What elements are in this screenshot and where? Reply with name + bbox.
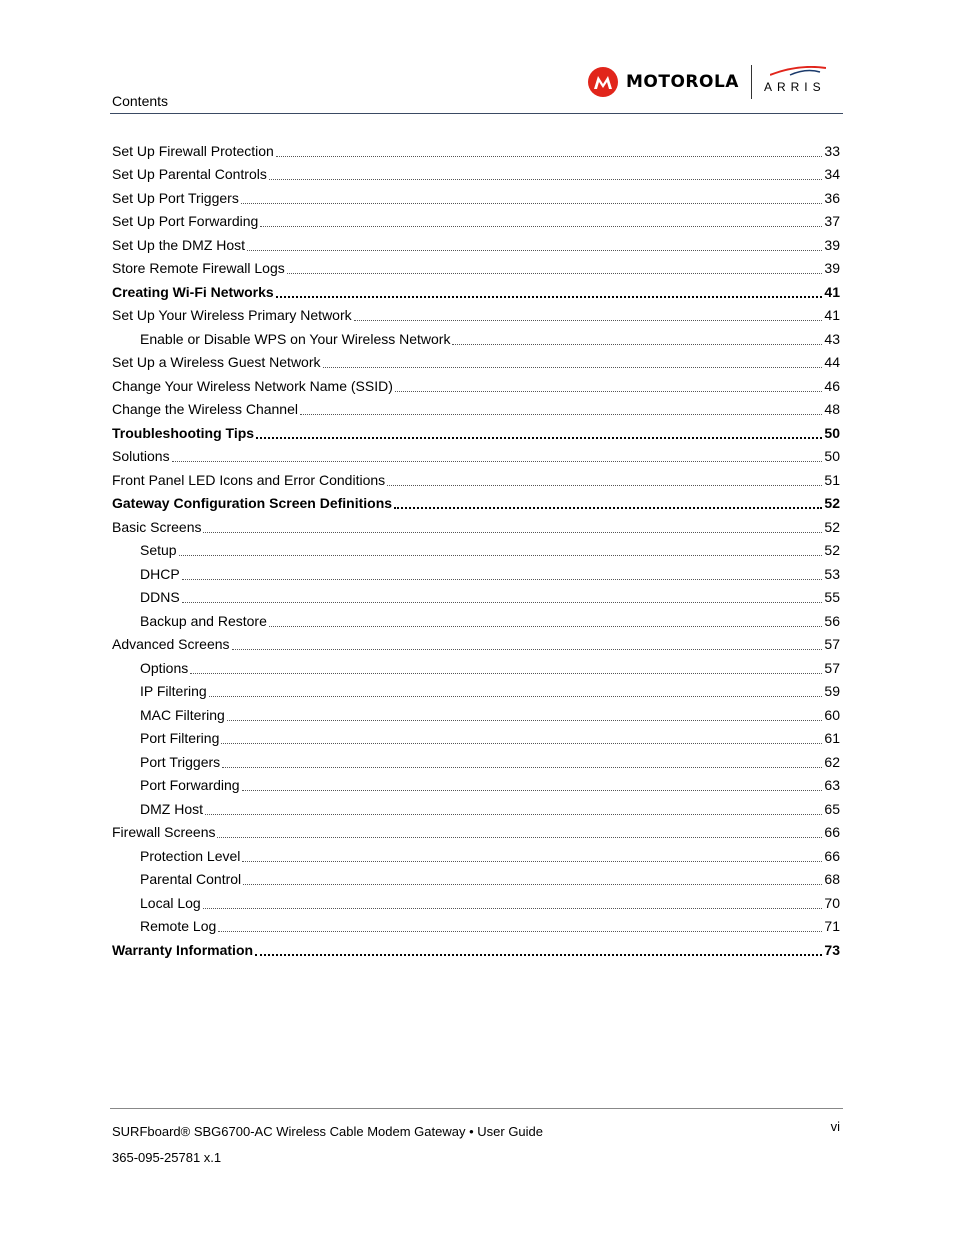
toc-leader-dots — [209, 696, 823, 697]
toc-leader-dots — [452, 344, 822, 345]
toc-entry[interactable] — [112, 562, 840, 586]
toc-entry-page: 56 — [824, 612, 840, 629]
toc-entry[interactable] — [112, 703, 840, 727]
toc-entry[interactable] — [112, 891, 840, 915]
toc-entry[interactable] — [112, 915, 840, 939]
toc-entry-title: Set Up Your Wireless Primary Network — [112, 307, 352, 324]
toc-entry-title: Port Filtering — [140, 730, 220, 747]
toc-entry-title: Change the Wireless Channel — [112, 401, 298, 418]
partner-name: ARRIS — [764, 70, 826, 94]
toc-entry[interactable] — [112, 445, 840, 469]
toc-leader-dots — [247, 250, 822, 251]
toc-entry-page: 41 — [824, 307, 840, 324]
motorola-batwing-icon — [588, 67, 618, 97]
toc-leader-dots — [276, 156, 823, 157]
toc-leader-dots — [394, 507, 822, 509]
toc-entry-page: 52 — [824, 518, 840, 535]
footer-page-number: vi — [830, 1119, 840, 1134]
toc-entry[interactable] — [112, 163, 840, 187]
toc-entry-page: 37 — [824, 213, 840, 230]
toc-leader-dots — [256, 437, 822, 439]
toc-entry[interactable] — [112, 515, 840, 539]
toc-leader-dots — [354, 320, 823, 321]
toc-entry-title: Basic Screens — [112, 518, 202, 535]
toc-leader-dots — [227, 720, 823, 721]
toc-leader-dots — [243, 884, 822, 885]
footer-document-title: SURFboard® SBG6700-AC Wireless Cable Modem Gateway • User Guide — [112, 1124, 544, 1139]
toc-entry[interactable] — [112, 539, 840, 563]
toc-entry-page: 36 — [824, 189, 840, 206]
toc-entry[interactable] — [112, 844, 840, 868]
toc-entry-page: 68 — [824, 871, 840, 888]
toc-entry-page: 70 — [824, 894, 840, 911]
toc-entry-page: 57 — [824, 636, 840, 653]
toc-entry-title: Warranty Information — [112, 941, 254, 958]
toc-leader-dots — [269, 626, 823, 627]
toc-leader-dots — [387, 485, 822, 486]
toc-leader-dots — [172, 461, 823, 462]
toc-leader-dots — [276, 296, 823, 298]
toc-entry[interactable] — [112, 304, 840, 328]
toc-entry-page: 60 — [824, 706, 840, 723]
header-rule — [110, 113, 843, 114]
toc-leader-dots — [232, 649, 823, 650]
toc-entry[interactable] — [112, 374, 840, 398]
toc-entry-title: DHCP — [140, 565, 180, 582]
toc-leader-dots — [182, 579, 823, 580]
toc-entry-title: DDNS — [140, 589, 180, 606]
toc-entry-page: 73 — [824, 941, 840, 958]
toc-entry-title: Port Triggers — [140, 753, 221, 770]
toc-entry-title: DMZ Host — [140, 800, 203, 817]
toc-leader-dots — [179, 555, 823, 556]
toc-entry-page: 57 — [824, 659, 840, 676]
toc-leader-dots — [190, 673, 822, 674]
toc-entry-page: 52 — [824, 542, 840, 559]
toc-entry-page: 50 — [824, 424, 840, 441]
toc-entry[interactable] — [112, 680, 840, 704]
toc-entry-title: Store Remote Firewall Logs — [112, 260, 285, 277]
toc-leader-dots — [255, 954, 822, 956]
toc-leader-dots — [300, 414, 822, 415]
toc-entry[interactable] — [112, 468, 840, 492]
toc-leader-dots — [182, 602, 823, 603]
toc-entry-title: Set Up Parental Controls — [112, 166, 267, 183]
toc-leader-dots — [260, 226, 822, 227]
toc-entry-page: 65 — [824, 800, 840, 817]
toc-entry[interactable] — [112, 186, 840, 210]
toc-entry-page: 66 — [824, 847, 840, 864]
toc-entry[interactable] — [112, 139, 840, 163]
toc-entry[interactable] — [112, 398, 840, 422]
section-title: Contents — [112, 93, 169, 109]
toc-leader-dots — [241, 203, 823, 204]
toc-leader-dots — [205, 814, 822, 815]
toc-entry-page: 33 — [824, 142, 840, 159]
toc-leader-dots — [217, 837, 822, 838]
toc-entry-title: Port Forwarding — [140, 777, 240, 794]
toc-entry-page: 50 — [824, 448, 840, 465]
toc-entry-page: 55 — [824, 589, 840, 606]
toc-entry[interactable] — [112, 868, 840, 892]
toc-entry-page: 48 — [824, 401, 840, 418]
toc-entry[interactable] — [112, 351, 840, 375]
toc-entry-title: Firewall Screens — [112, 824, 216, 841]
toc-leader-dots — [203, 532, 822, 533]
toc-entry-title: Front Panel LED Icons and Error Conditions — [112, 471, 386, 488]
table-of-contents — [112, 139, 840, 962]
toc-leader-dots — [269, 179, 823, 180]
logo-divider — [751, 65, 752, 99]
toc-leader-dots — [222, 767, 822, 768]
toc-entry-title: Set Up Port Forwarding — [112, 213, 259, 230]
toc-entry-page: 62 — [824, 753, 840, 770]
toc-entry[interactable] — [112, 797, 840, 821]
toc-entry[interactable] — [112, 492, 840, 516]
toc-entry[interactable] — [112, 210, 840, 234]
toc-entry-page: 53 — [824, 565, 840, 582]
toc-entry-title: Setup — [140, 542, 177, 559]
toc-entry[interactable] — [112, 233, 840, 257]
toc-leader-dots — [218, 931, 822, 932]
toc-entry-page: 61 — [824, 730, 840, 747]
arris-swoosh-icon — [770, 66, 826, 76]
footer-left — [112, 1119, 543, 1171]
toc-entry-title: Solutions — [112, 448, 170, 465]
toc-entry[interactable] — [112, 750, 840, 774]
toc-entry-page: 39 — [824, 236, 840, 253]
toc-entry-title: Advanced Screens — [112, 636, 230, 653]
toc-leader-dots — [221, 743, 822, 744]
toc-entry-title: Set Up the DMZ Host — [112, 236, 246, 253]
footer-rule — [110, 1108, 843, 1109]
toc-entry[interactable] — [112, 280, 840, 304]
motorola-arris-logo — [588, 64, 833, 100]
toc-entry[interactable] — [112, 727, 840, 751]
toc-entry-title: Backup and Restore — [140, 612, 267, 629]
toc-leader-dots — [242, 861, 822, 862]
toc-leader-dots — [323, 367, 823, 368]
toc-entry-page: 63 — [824, 777, 840, 794]
toc-leader-dots — [287, 273, 823, 274]
toc-entry[interactable] — [112, 821, 840, 845]
toc-entry-title: Set Up Port Triggers — [112, 189, 239, 206]
toc-entry-title: Protection Level — [140, 847, 241, 864]
toc-entry-title: IP Filtering — [140, 683, 207, 700]
toc-entry[interactable] — [112, 656, 840, 680]
toc-entry-title: Troubleshooting Tips — [112, 424, 255, 441]
toc-leader-dots — [395, 391, 823, 392]
toc-entry-title: Set Up a Wireless Guest Network — [112, 354, 321, 371]
toc-entry-page: 52 — [824, 495, 840, 512]
toc-entry[interactable] — [112, 421, 840, 445]
toc-entry-page: 71 — [824, 918, 840, 935]
toc-entry-page: 34 — [824, 166, 840, 183]
toc-entry-title: Change Your Wireless Network Name (SSID) — [112, 377, 393, 394]
toc-entry-page: 41 — [824, 283, 840, 300]
toc-entry[interactable] — [112, 774, 840, 798]
toc-entry-title: Options — [140, 659, 189, 676]
toc-entry[interactable] — [112, 609, 840, 633]
toc-entry-page: 59 — [824, 683, 840, 700]
toc-entry-title: Set Up Firewall Protection — [112, 142, 274, 159]
toc-entry-page: 66 — [824, 824, 840, 841]
toc-entry[interactable] — [112, 938, 840, 962]
toc-entry-page: 39 — [824, 260, 840, 277]
toc-entry-page: 44 — [824, 354, 840, 371]
toc-entry-page: 46 — [824, 377, 840, 394]
toc-entry[interactable] — [112, 257, 840, 281]
toc-entry[interactable] — [112, 327, 840, 351]
toc-entry-title: MAC Filtering — [140, 706, 225, 723]
toc-leader-dots — [203, 908, 823, 909]
toc-leader-dots — [242, 790, 823, 791]
toc-entry-title: Local Log — [140, 894, 201, 911]
toc-entry-page: 43 — [824, 330, 840, 347]
toc-entry[interactable] — [112, 633, 840, 657]
toc-entry[interactable] — [112, 586, 840, 610]
toc-entry-page: 51 — [824, 471, 840, 488]
footer-document-number: 365-095-25781 x.1 — [112, 1150, 222, 1165]
brand-name: MOTOROLA — [626, 72, 739, 92]
toc-entry-title: Remote Log — [140, 918, 217, 935]
toc-entry-title: Creating Wi-Fi Networks — [112, 283, 274, 300]
toc-entry-title: Parental Control — [140, 871, 242, 888]
toc-entry-title: Enable or Disable WPS on Your Wireless Network — [140, 330, 451, 347]
toc-entry-title: Gateway Configuration Screen Definitions — [112, 495, 393, 512]
